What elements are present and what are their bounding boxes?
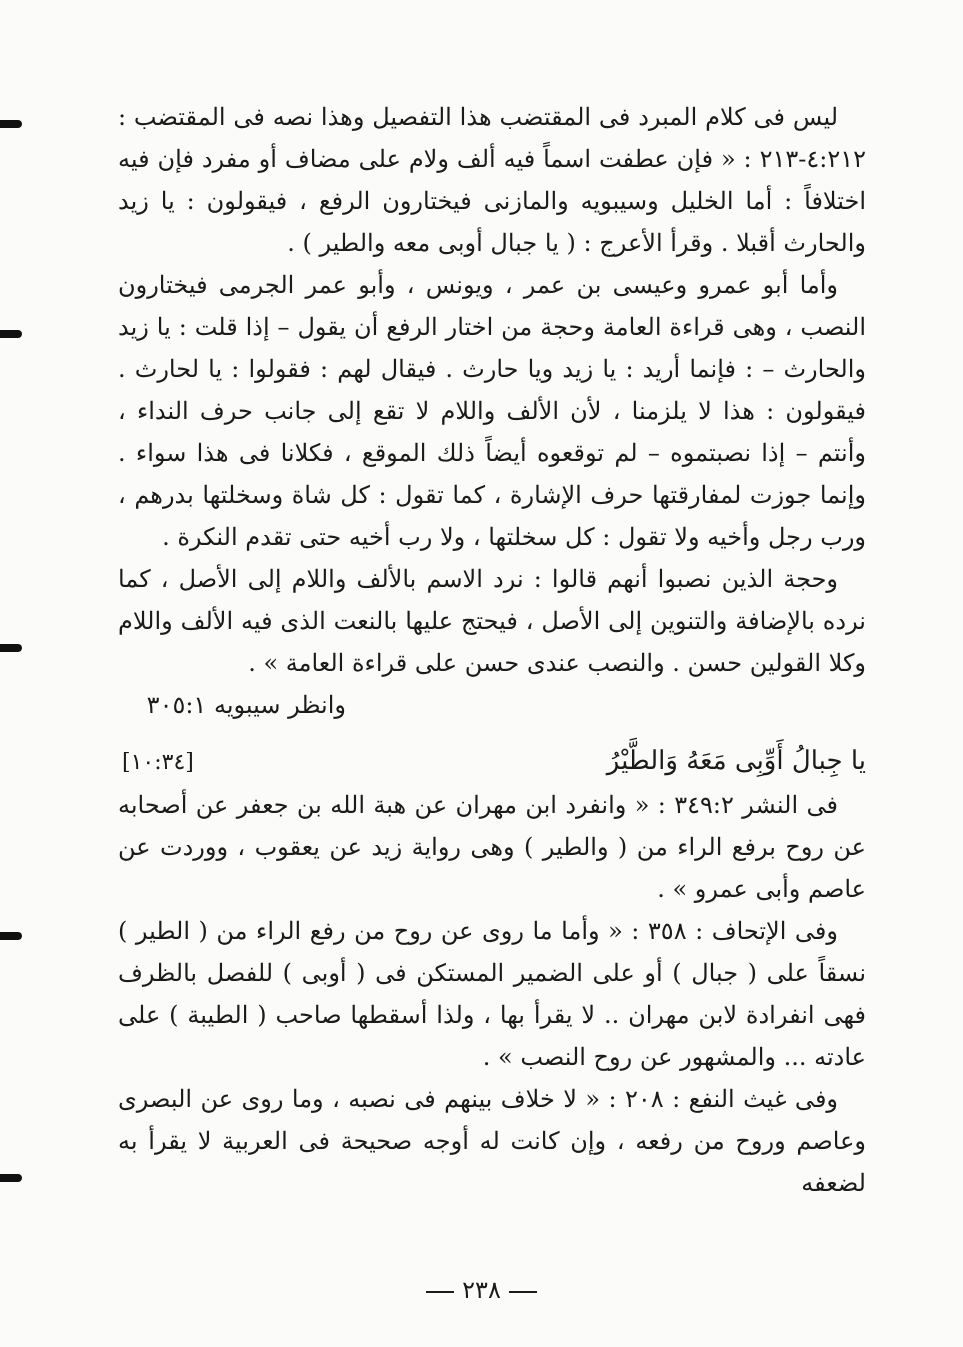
verse-reference: [١٠:٣٤] [122,750,194,775]
dash-right [426,1291,454,1293]
see-also-line [118,684,866,726]
binding-mark [0,120,22,128]
paragraph-nasb-proof: وحجة الذين نصبوا أنهم قالوا : نرد الاسم بالألف واللام إلى الأصل ، كما نرده بالإضافة والتنوين إلى الأصل ، فيحتج عليها بالنعت الذى فيه الألف واللام وكلا القولين حسن . والنصب عندى حسن على قراءة العامة » . [118,565,866,677]
verse-heading [118,740,866,784]
binding-mark [0,932,22,940]
paragraph-nashr: فى النشر ٣٤٩:٢ : « وانفرد ابن مهران عن هبة الله بن جعفر عن أصحابه عن روح برفع الراء من ( والطير ) وهى رواية زيد عن يعقوب ، ووردت عن عاصم وأبى عمرو » . [118,791,866,903]
paragraph-mubarrad-quote: ليس فى كلام المبرد فى المقتضب هذا التفصيل وهذا نصه فى المقتضب : ٤:٢١٢-٢١٣ : « فإن عطفت اسماً فيه ألف ولام على مضاف أو مفرد فإن فيه اختلافاً : أما الخليل وسيبويه والمازنى فيختارون الرفع ، فيقولون : يا زيد والحارث أقبلا . وقرأ الأعرج : ( يا جبال أوبى معه والطير ) . [118,103,866,257]
main-text [118,96,866,1204]
paragraph-nasb-argument: وأما أبو عمرو وعيسى بن عمر ، ويونس ، وأبو عمر الجرمى فيختارون النصب ، وهى قراءة العامة وحجة من اختار الرفع أن يقول – إذا قلت : يا زيد والحارث – : فإنما أريد : يا زيد ويا حارث . فيقال لهم : فقولوا : يا لحارث . فيقولون : هذا لا يلزمنا ، لأن الألف واللام لا تقع إلى جانب حرف النداء ، وأنتم – إذا نصبتموه – لم توقعوه أيضاً ذلك الموقع ، فكلانا فى هذا سواء . وإنما جوزت لمفارقتها حرف الإشارة ، كما تقول : كل شاة وسخلتها بدرهم ، ورب رجل وأخيه ولا تقول : كل سخلتها ، ولا رب أخيه حتى تقدم النكرة . [118,271,866,551]
binding-mark [0,644,22,652]
dash-left [509,1291,537,1293]
page-number-footer [0,1276,963,1304]
binding-mark [0,330,22,338]
paragraph-ghayth: وفى غيث النفع : ٢٠٨ : « لا خلاف بينهم فى نصبه ، وما روى عن البصرى وعاصم وروح من رفعه ، وإن كانت له أوجه صحيحة فى العربية لا يقرأ به لضعفه [118,1085,867,1197]
quran-verse: يا جِبالُ أَوِّبِى مَعَهُ وَالطَّيْرُ [606,746,866,776]
page-number: ٢٣٨ [462,1276,501,1304]
binding-mark [0,1174,22,1182]
paragraph-ithaf: وفى الإتحاف : ٣٥٨ : « وأما ما روى عن روح من رفع الراء من ( الطير ) نسقاً على ( جبال ) أو على الضمير المستكن فى ( أوبى ) للفصل بالظرف فهى انفرادة لابن مهران .. لا يقرأ بها ، ولذا أسقطها صاحب ( الطيبة ) على عادته ... والمشهور عن روح النصب » . [118,917,866,1071]
see-also-reference: وانظر سيبويه ٣٠٥:١ [146,691,346,719]
